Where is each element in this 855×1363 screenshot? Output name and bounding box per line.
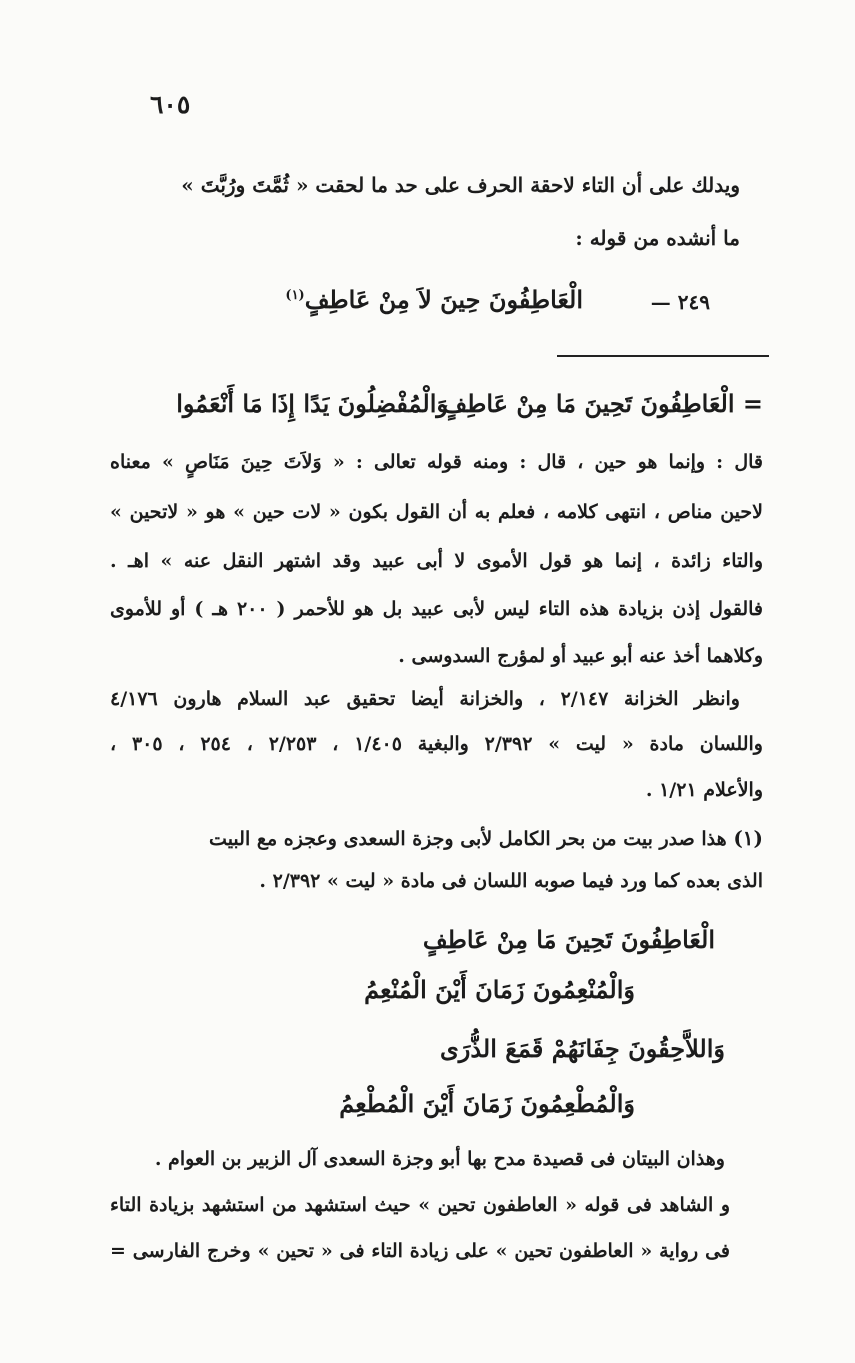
commentary-line: وكلاهما أخذ عنه أبو عبيد أو لمؤرج السدوسى .	[398, 645, 763, 667]
footnote-mark: (١)	[285, 288, 305, 303]
commentary-line: قال : وإنما هو حين ، قال : ومنه قوله تعالى : « وَلاَتَ حِينَ مَنَاصٍ » معناه	[110, 451, 763, 473]
footnote-text: هذا صدر بيت من بحر الكامل لأبى وجزة السعدى وعجزه مع البيت	[209, 828, 727, 850]
footnote-line-2: الذى بعده كما ورد فيما صوبه اللسان فى مادة « ليت » ٢/٣٩٢ .	[259, 870, 763, 892]
note-line: فى رواية « العاطفون تحين » على زيادة التاء فى « تحين » وخرج الفارسى =	[110, 1240, 730, 1262]
verse-number: ٢٤٩ —	[650, 290, 710, 314]
reference-line: واللسان مادة « ليت » ٢/٣٩٢ والبغية ١/٤٠٥ ، ٢/٢٥٣ ، ٢٥٤ ، ٣٠٥ ،	[110, 733, 763, 755]
page-number: ٦٠٥	[150, 90, 191, 119]
note-line: وهذان البيتان فى قصيدة مدح بها أبو وجزة السعدى آل الزبير بن العوام .	[154, 1148, 725, 1170]
poem-line: الْعَاطِفُونَ تَحِينَ مَا مِنْ عَاطِفٍ	[422, 925, 715, 954]
poem-line: وَاللاَّحِقُونَ جِفَانَهُمْ قَمَعَ الذُّرَى	[439, 1034, 725, 1063]
footnote-line-1	[209, 828, 763, 849]
footnote-divider	[557, 355, 769, 357]
commentary-line: والتاء زائدة ، إنما هو قول الأموى لا أبى عبيد وقد اشتهر النقل عنه » اهـ .	[110, 550, 763, 572]
intro-line-2: ما أنشده من قوله :	[575, 226, 740, 250]
verse-text	[285, 285, 583, 314]
commentary-line: فالقول إذن بزيادة هذه التاء ليس لأبى عبيد بل هو للأحمر ( ٢٠٠ هـ ) أو للأموى	[110, 598, 763, 620]
poem-line: وَالْمُنْعِمُونَ زَمَانَ أَيْنَ الْمُنْعِمُ	[364, 975, 635, 1004]
note-line: و الشاهد فى قوله « العاطفون تحين » حيث استشهد من استشهد بزيادة التاء	[110, 1194, 730, 1216]
footnote-number: (١)	[733, 826, 763, 850]
commentary-verse-left: وَالْمُفْضِلُونَ يَدًا إِذَا مَا أَنْعَمُوا	[176, 389, 448, 418]
reference-line: وانظر الخزانة ٢/١٤٧ ، والخزانة أيضا تحقيق عبد السلام هارون ٤/١٧٦	[110, 688, 740, 710]
verse-body: الْعَاطِفُونَ حِينَ لاَ مِنْ عَاطِفٍ	[304, 285, 583, 314]
intro-line-1: ويدلك على أن التاء لاحقة الحرف على حد ما لحقت « ثُمَّتَ ورُبَّتَ »	[181, 173, 740, 197]
poem-line: وَالْمُطْعِمُونَ زَمَانَ أَيْنَ الْمُطْعِمُ	[339, 1089, 635, 1118]
reference-line: والأعلام ١/٢١ .	[645, 779, 763, 801]
commentary-verse-right: = الْعَاطِفُونَ تَحِينَ مَا مِنْ عَاطِفٍ	[442, 389, 763, 418]
commentary-line: لاحين مناص ، انتهى كلامه ، فعلم به أن القول بكون « لات حين » هو « لاتحين »	[110, 501, 763, 523]
